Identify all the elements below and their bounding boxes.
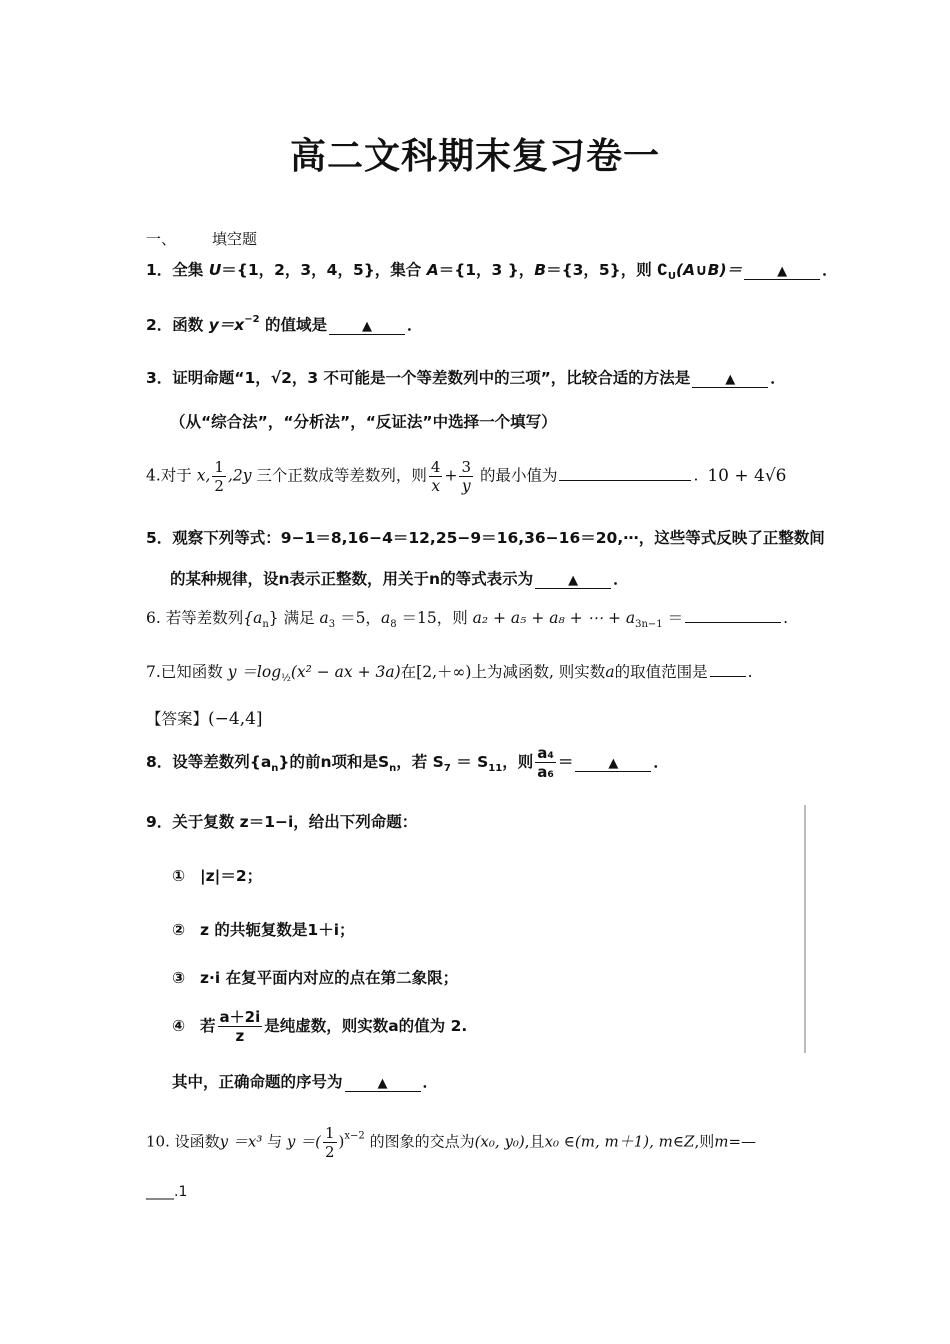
fraction-a4-a6: $\frac{\text{a₄}}{\text{a₆}}$	[537, 744, 554, 781]
question-8: 8．设等差数列$\{a_n\}$的前n项和是$S_n$，若 $S_7 = S_{11}$，则 $\frac{\text{a₄}}{\text{a₆}}$ ＝ ▲ ．	[146, 744, 669, 781]
answer-value: (−4,4]	[208, 709, 263, 729]
triangle-marker-icon: ▲	[362, 319, 373, 334]
question-4: 4.对于 x, $\frac{1}{2}$ ,2y 三个正数成等差数列，则 $\frac{4}{x}$ + $\frac{3}{y}$ 的最小值为 . 10 + 4√6	[146, 458, 787, 495]
answer-blank-8[interactable]	[575, 755, 651, 772]
answer-blank-2[interactable]	[329, 318, 405, 335]
question-9-item-1: ① |z|＝2；	[172, 867, 263, 885]
answer-blank-4[interactable]	[559, 480, 691, 481]
answer-blank-5[interactable]	[535, 572, 611, 589]
answer-blank-6[interactable]	[685, 622, 781, 623]
triangle-marker-icon: ▲	[725, 372, 736, 387]
question-9: 9．关于复数 z＝1−i，给出下列命题：	[146, 813, 418, 831]
triangle-marker-icon: ▲	[608, 756, 619, 771]
question-10-line-2: ____.1	[146, 1184, 188, 1200]
section-number: 一、	[146, 230, 177, 248]
question-2: 2．函数 $y=x^{-2}$ 的值域是 ▲ ．	[146, 314, 423, 334]
fraction-a-2i-z: $\frac{a+2i}{z}$	[219, 1008, 261, 1045]
page-title: 高二文科期末复习卷一	[289, 136, 660, 177]
question-9-item-4: ④ 若 $\frac{a+2i}{z}$ 是纯虚数，则实数a的值为 2.	[172, 1008, 468, 1045]
question-9-item-3: ③ z·i 在复平面内对应的点在第二象限；	[172, 969, 459, 987]
question-5-line-1: 5．观察下列等式：9−1＝8,16−4＝12,25−9＝16,36−16＝20,⋯，这些等式反映了正整数间	[146, 529, 825, 547]
answer-blank-7[interactable]	[710, 676, 746, 677]
question-10: 10. 设函数y ＝x³ 与 y ＝( $\frac{1}{2}$ )$^{x-2}$ 的图象的交点为(x₀, y₀),且x₀ ∈(m, m＋1), m∈Z,则m=—	[146, 1124, 757, 1161]
question-5-line-2: 的某种规律，设n表示正整数，用关于n的等式表示为 ▲ ．	[170, 570, 629, 588]
fraction-one-half: $\frac{1}{2}$	[325, 1124, 335, 1161]
fraction-4-x: $\frac{4}{x}$	[430, 458, 441, 495]
triangle-marker-icon: ▲	[377, 1076, 388, 1091]
scan-edge-line	[804, 805, 806, 1053]
answer-blank-1[interactable]	[744, 263, 820, 280]
fraction-half: $\frac{1}{2}$	[214, 458, 224, 495]
question-7: 7.已知函数 $y =\log_{\frac{1}{2}}(x^2$ − ax + 3a)在[2,＋∞)上为减函数, 则实数a的取值范围是 .	[146, 663, 753, 684]
answer-label: 【答案】	[146, 710, 209, 728]
answer-7	[146, 707, 263, 729]
triangle-marker-icon: ▲	[777, 264, 788, 279]
question-3-note: （从“综合法”，“分析法”，“反证法”中选择一个填写）	[170, 413, 557, 431]
question-1: 1．全集 U＝{1，2，3，4，5}，集合 A＝{1，3 }，B＝{3，5}，则 $∁_U(A\cup B)=$ ▲ ．	[146, 261, 838, 282]
question-6: 6. 若等差数列$\{a_n\}$ 满足 $a_3 =5$，$a_8 =15$，则 a₂ + a₅ + a₈ + ⋯ + $a_{3n-1}$ ＝ .	[146, 609, 789, 630]
section-heading	[146, 228, 257, 249]
triangle-marker-icon: ▲	[568, 573, 579, 588]
question-3: 3．证明命题“1，√2，3 不可能是一个等差数列中的三项”，比较合适的方法是 ▲ ．	[146, 369, 786, 387]
answer-blank-9[interactable]	[345, 1075, 421, 1092]
answer-4: 10 + 4√6	[707, 465, 787, 486]
question-9-item-2: ② z 的共轭复数是1＋i；	[172, 921, 355, 939]
section-label: 填空题	[212, 230, 258, 248]
question-9-tail: 其中，正确命题的序号为 ▲ ．	[172, 1073, 439, 1091]
fraction-3-y: $\frac{3}{y}$	[461, 458, 472, 495]
answer-blank-3[interactable]	[692, 371, 768, 388]
